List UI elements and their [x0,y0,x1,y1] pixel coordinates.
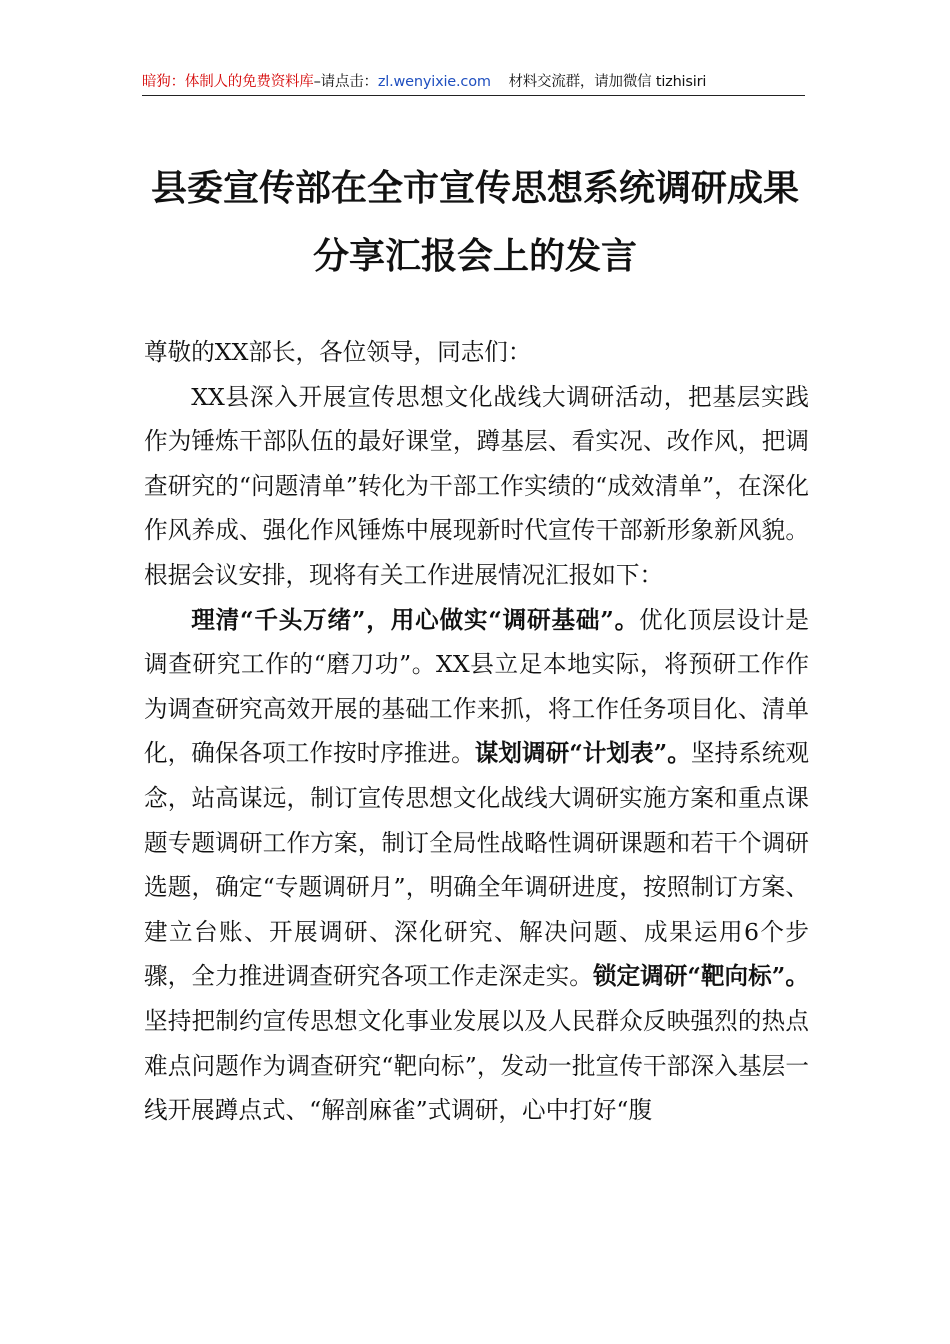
site-url-link[interactable]: zl.wenyixie.com [377,74,491,90]
section-1-text-1: 优化顶层设计是调查研究工作的“磨刀功”。XX县立足本地实际，将预研工作作为调查研究高效开展的基础工作来抓，将工作任务项目化、清单化，确保各项工作按时序推进。 [144,605,809,768]
document-body [144,330,809,1133]
section-1-text-2: 坚持系统观念，站高谋远，制订宣传思想文化战线大调研实施方案和重点课题专题调研工作方案，制订全局性战略性调研课题和若干个调研选题，确定“专题调研月”，明确全年调研进度，按照制订方案、建立台账、开展调研、深化研究、解决问题、成果运用6个步骤，全力推进调查研究各项工作走深走实。 [144,739,809,991]
document-title-line-2: 分享汇报会上的发言 [312,235,637,277]
section-1-subheading-2: 锁定调研“靶向标”。 [592,962,809,991]
click-prefix: –请点击： [313,74,378,90]
section-1-text-3: 坚持把制约宣传思想文化事业发展以及人民群众反映强烈的热点难点问题作为调查研究“靶向标”，发动一批宣传干部深入基层一线开展蹲点式、“解剖麻雀”式调研，心中打好“腹 [144,1006,809,1125]
document-title-line-1: 县委宣传部在全市宣传思想系统调研成果 [150,167,799,209]
salutation: 尊敬的XX部长，各位领导，同志们： [144,338,532,366]
contact-info: 材料交流群，请加微信 tizhisiri [508,74,707,90]
header-divider [142,95,805,96]
section-1-subheading-1: 谋划调研“计划表”。 [474,739,691,768]
site-label: 暗狗：体制人的免费资料库 [142,74,314,90]
intro-paragraph: XX县深入开展宣传思想文化战线大调研活动，把基层实践作为锤炼干部队伍的最好课堂，蹲基层、看实况、改作风，把调查研究的“问题清单”转化为干部工作实绩的“成效清单”，在深化作风养成、强化作风锤炼中展现新时代宣传干部新形象新风貌。根据会议安排，现将有关工作进展情况汇报如下： [144,382,809,589]
section-1-heading: 理清“千头万绪”，用心做实“调研基础”。 [191,605,640,634]
page-header [142,68,805,96]
section-1-paragraph [144,598,809,1133]
